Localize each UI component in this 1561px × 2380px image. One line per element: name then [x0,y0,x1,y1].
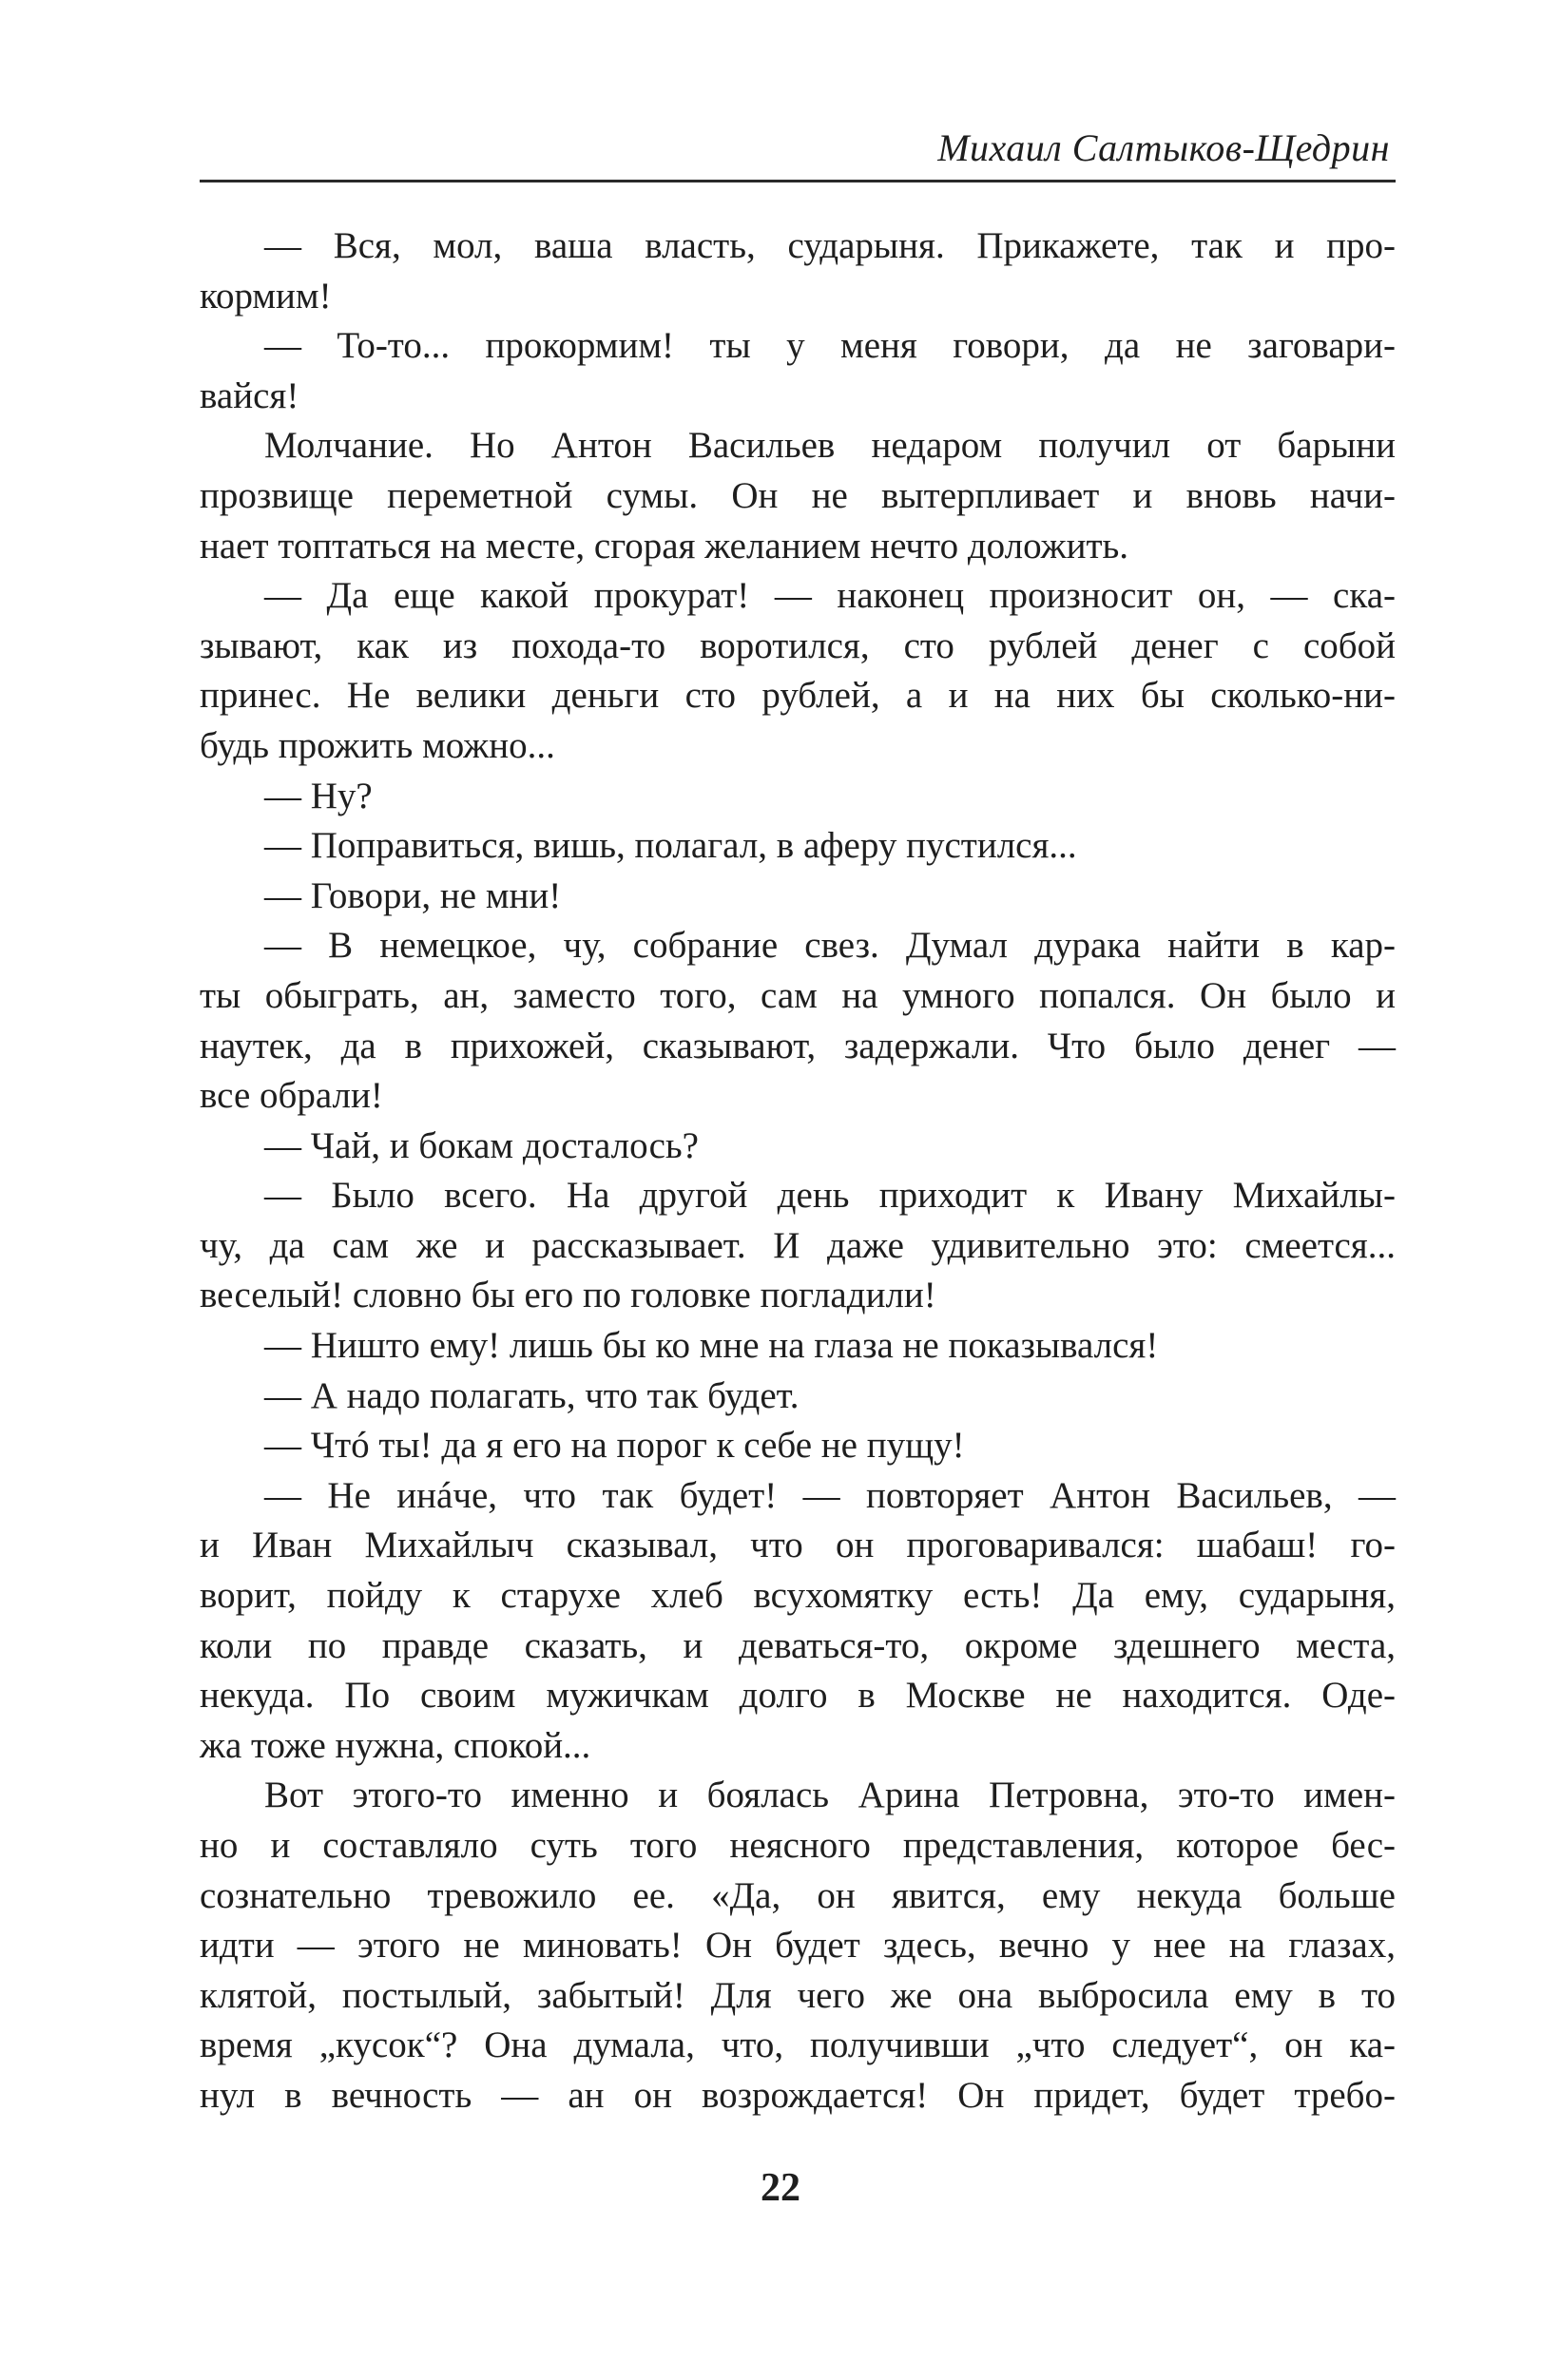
text-line: нул в вечность — ан он возрождается! Он придет, будет требо- [200,2074,1396,2116]
text-line: вайся! [200,374,299,416]
text-line: — То-то... прокормим! ты у меня говори, да не заговари- [264,325,1396,367]
text-line: кормим! [200,275,332,317]
text-line: время „кусок“? Она думала, что, получивши „что следует“, он ка- [200,2025,1396,2066]
text-line: — Не инáче, что так будет! — повторяет Антон Васильев, — [264,1474,1396,1516]
text-line: все обрали! [200,1075,383,1117]
page-number: 22 [761,2166,800,2210]
text-line: принес. Не велики деньги сто рублей, а и на них бы сколько-ни- [200,675,1396,717]
text-line: — Было всего. На другой день приходит к Ивану Михайлы- [264,1175,1396,1217]
text-line: жа тоже нужна, спокой... [200,1724,591,1766]
text-line: сознательно тревожило ее. «Да, он явится, ему некуда больше [200,1874,1396,1916]
text-line: — Поправиться, вишь, полагал, в аферу пустился... [264,825,1077,867]
text-line: веселый! словно бы его по головке погладили! [200,1275,936,1316]
text-line: — В немецкое, чу, собрание свез. Думал дурака найти в кар- [264,925,1396,967]
running-header [200,122,1396,182]
text-line: клятой, постылый, забытый! Для чего же она выбросила ему в то [200,1974,1396,2016]
text-line: прозвище переметной сумы. Он не вытерпливает и вновь начи- [200,474,1396,516]
text-line: коли по правде сказать, и деваться-то, окроме здешнего места, [200,1624,1396,1666]
text-line: Вот этого-то именно и боялась Арина Петровна, это-то имен- [264,1775,1396,1816]
text-line: некуда. По своим мужичкам долго в Москве не находится. Оде- [200,1675,1396,1717]
text-line: и Иван Михайлыч сказывал, что он проговаривался: шабаш! го- [200,1525,1396,1566]
text-line: наутек, да в прихожей, сказывают, задержали. Что было денег — [200,1025,1396,1066]
text-body [200,221,1396,2121]
text-line: — А надо полагать, что так будет. [264,1374,800,1416]
text-line: — Чай, и бокам досталось? [264,1124,699,1166]
text-line: — Да еще какой прокурат! — наконец произносит он, — ска- [264,575,1396,617]
text-line: — Вся, мол, ваша власть, сударыня. Прикажете, так и про- [264,225,1396,266]
text-line: будь прожить можно... [200,724,555,766]
text-line: — Ништо ему! лишь бы ко мне на глаза не показывался! [264,1325,1159,1367]
text-line: — Говори, не мни! [264,874,562,916]
text-line: Молчание. Но Антон Васильев недаром получил от барыни [264,425,1396,467]
text-line: идти — этого не миновать! Он будет здесь, вечно у нее на глазах, [200,1925,1396,1967]
text-line: ворит, пойду к старухе хлеб всухомятку есть! Да ему, сударыня, [200,1575,1396,1617]
text-line: нает топтаться на месте, сгорая желанием нечто доложить. [200,525,1129,566]
text-line: зывают, как из похода-то воротился, сто рублей денег с собой [200,624,1396,666]
text-line: — Ну? [264,775,373,816]
running-header-title: Михаил Салтыков-Щедрин [937,126,1390,169]
text-line: чу, да сам же и рассказывает. И даже удивительно это: смеется... [200,1224,1396,1266]
text-line: но и составляло суть того неясного представления, которое бес- [200,1825,1396,1866]
text-line: ты обыграть, ан, заместо того, сам на умного попался. Он было и [200,974,1396,1016]
text-line: — Чтó ты! да я его на порог к себе не пущу! [264,1425,965,1467]
